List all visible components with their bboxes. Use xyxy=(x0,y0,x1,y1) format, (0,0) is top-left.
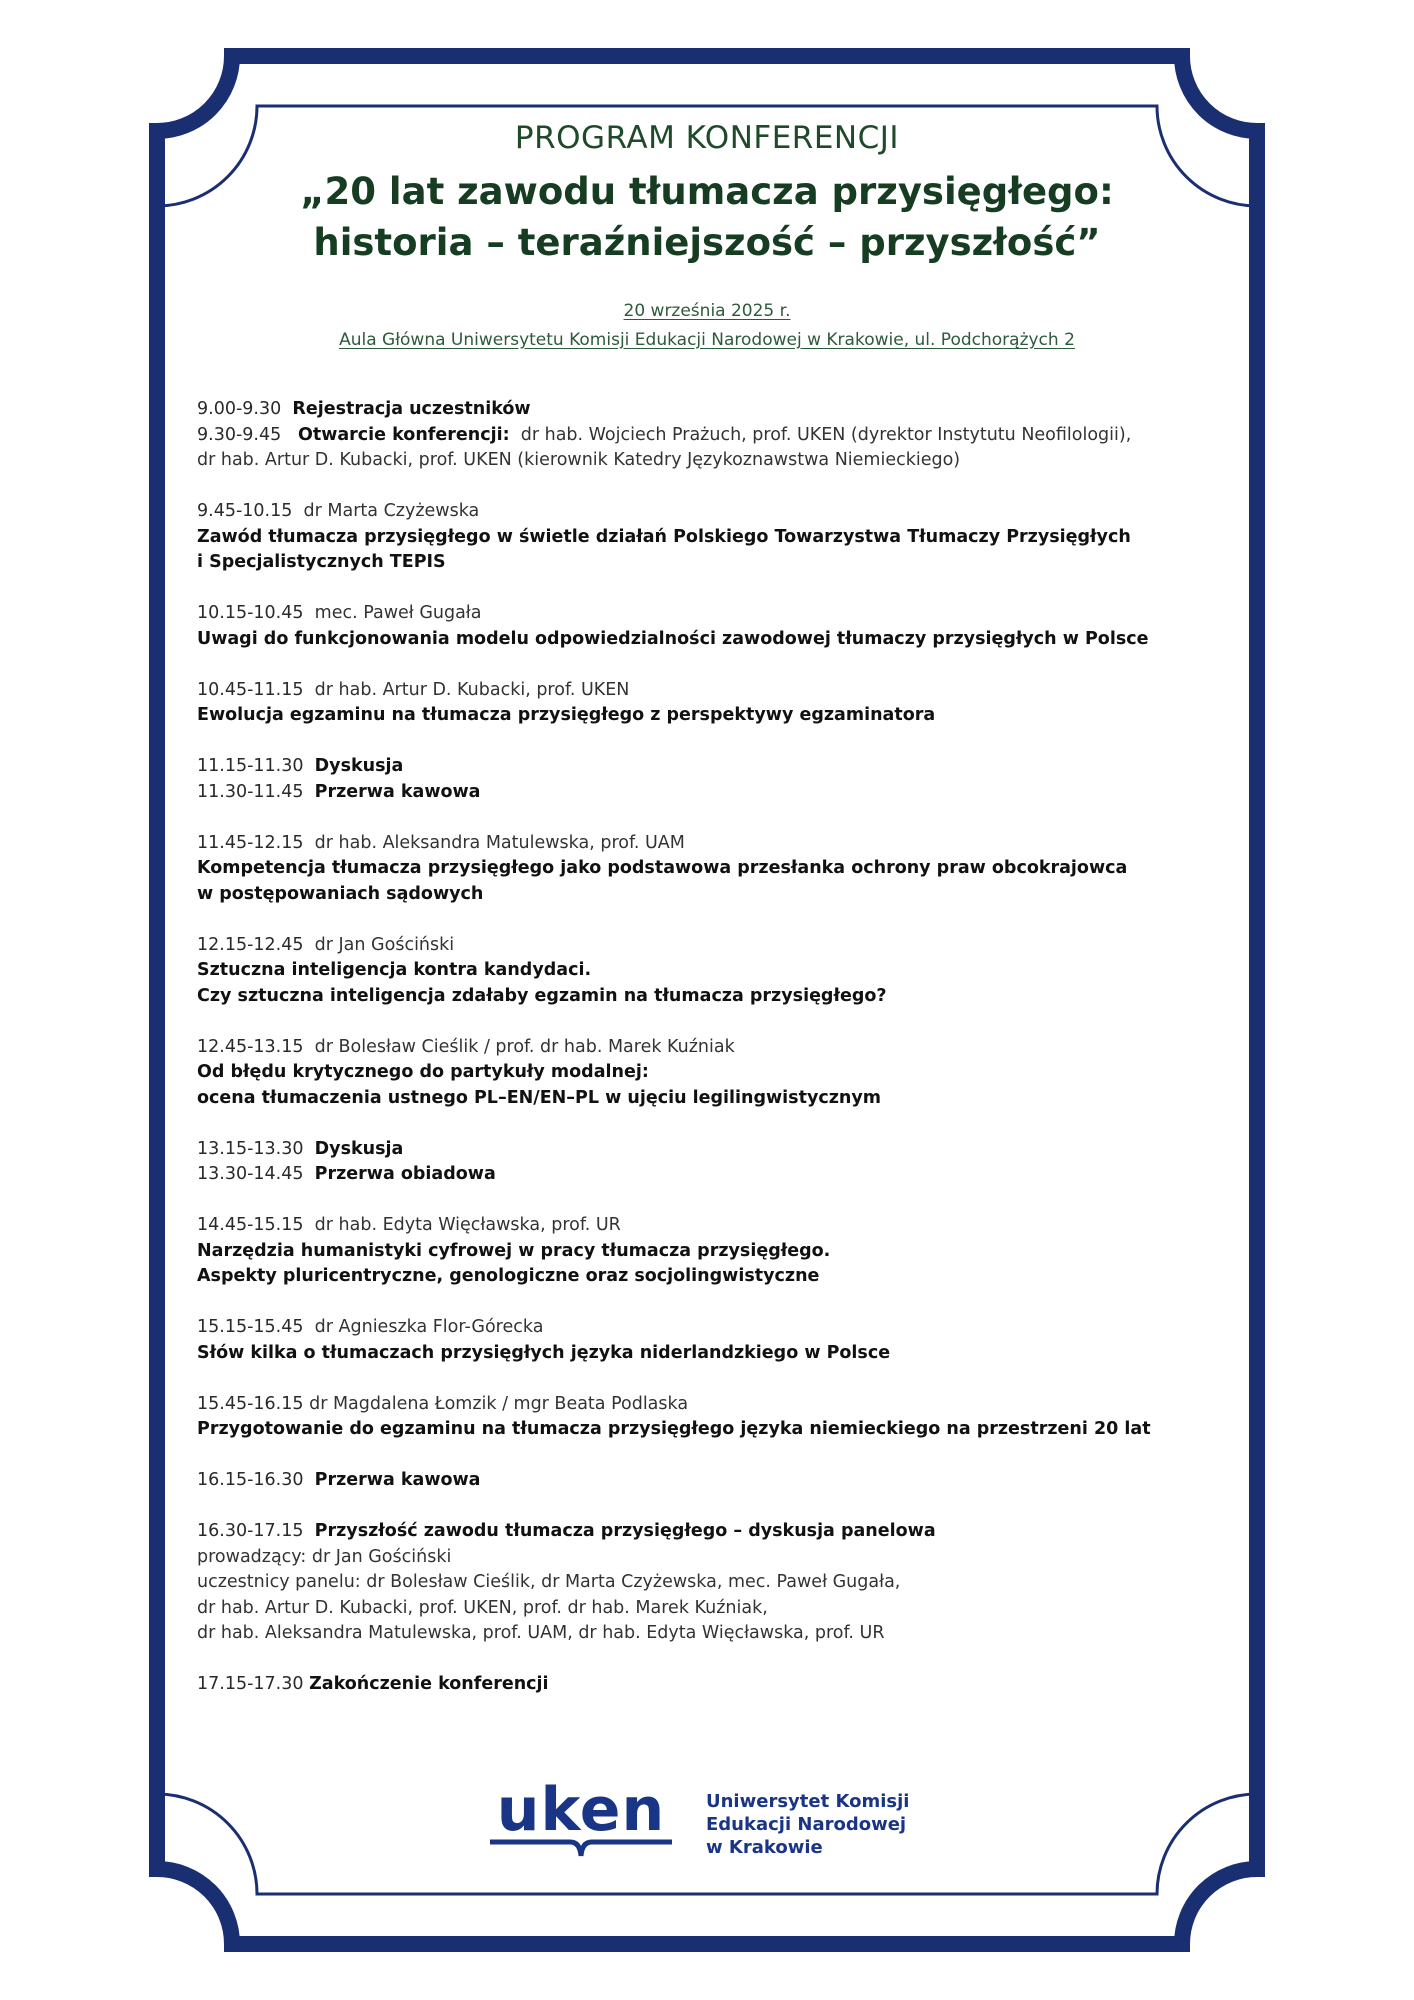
university-name-line1: Uniwersytet Komisji xyxy=(706,1791,910,1812)
entry-title: Ewolucja egzaminu na tłumacza przysięgłego z perspektywy egzaminatora xyxy=(197,705,936,725)
entry-title: Rejestracja uczestników xyxy=(292,399,531,419)
program-entry-lecture xyxy=(197,1035,1237,1112)
panel-participants: uczestnicy panelu: dr Bolesław Cieślik, dr Marta Czyżewska, mec. Paweł Gugała, xyxy=(197,1572,901,1592)
entry-time: 12.15-12.45 xyxy=(197,934,304,955)
program-entry-lecture xyxy=(197,499,1237,576)
entry-speaker: dr Agnieszka Flor-Górecka xyxy=(314,1317,544,1337)
entry-time: 16.30-17.15 xyxy=(197,1521,304,1541)
uken-logo-mark xyxy=(488,1780,674,1870)
entry-time: 9.00-9.30 xyxy=(197,399,282,419)
program-entry-lecture xyxy=(197,1315,1237,1366)
entry-time: 15.45-16.15 xyxy=(197,1393,304,1414)
entry-title: Czy sztuczna inteligencja zdałaby egzamin na tłumacza przysięgłego? xyxy=(197,985,887,1006)
program-entry-lecture xyxy=(197,933,1237,1010)
program-label: PROGRAM KONFERENCJI xyxy=(514,120,900,156)
entry-title: Przyszłość zawodu tłumacza przysięgłego – dyskusja panelowa xyxy=(314,1521,936,1541)
entry-speaker: dr Magdalena Łomzik / mgr Beata Podlaska xyxy=(309,1393,689,1414)
university-name-line3: w Krakowie xyxy=(706,1837,823,1858)
program-entry-lunch-break xyxy=(197,1162,1237,1188)
entry-speaker: dr hab. Artur D. Kubacki, prof. UKEN xyxy=(314,679,630,700)
entry-speaker: dr hab. Wojciech Prażuch, prof. UKEN (dyrektor Instytutu Neofilologii), xyxy=(520,424,1132,445)
entry-speaker: dr Bolesław Cieślik / prof. dr hab. Marek Kuźniak xyxy=(314,1036,735,1057)
entry-time: 10.15-10.45 xyxy=(197,603,304,623)
program-entry-lecture xyxy=(197,601,1237,652)
entry-title: Dyskusja xyxy=(314,1138,404,1159)
program-entry-lecture xyxy=(197,831,1237,908)
program-entry-registration xyxy=(197,397,1237,423)
entry-title: Aspekty pluricentryczne, genologiczne oraz socjolingwistyczne xyxy=(197,1266,820,1286)
entry-speaker: dr Marta Czyżewska xyxy=(303,501,480,521)
program-entry-panel xyxy=(197,1519,1237,1647)
program-entry-lecture xyxy=(197,1392,1237,1443)
entry-title: Zawód tłumacza przysięgłego w świetle działań Polskiego Towarzystwa Tłumaczy Przysięgłych xyxy=(197,526,1131,547)
program-list xyxy=(197,397,1237,1698)
program-entry-coffee-break xyxy=(197,1468,1237,1494)
entry-time: 10.45-11.15 xyxy=(197,679,304,700)
program-entry-lecture xyxy=(197,1213,1237,1290)
program-entry-discussion xyxy=(197,754,1237,780)
entry-title: Uwagi do funkcjonowania modelu odpowiedzialności zawodowej tłumaczy przysięgłych w Polsce xyxy=(197,628,1149,649)
panel-moderator: prowadzący: dr Jan Gościński xyxy=(197,1546,452,1567)
entry-time: 14.45-15.15 xyxy=(197,1215,304,1235)
event-meta xyxy=(0,297,1414,355)
entry-time: 13.30-14.45 xyxy=(197,1164,304,1184)
entry-title: Przerwa kawowa xyxy=(314,781,481,802)
program-entry-coffee-break xyxy=(197,780,1237,806)
entry-time: 11.15-11.30 xyxy=(197,756,304,776)
event-venue: Aula Główna Uniwersytetu Komisji Edukacji Narodowej w Krakowie, ul. Podchorążych 2 xyxy=(339,330,1075,350)
entry-title: Narzędzia humanistyki cyfrowej w pracy tłumacza przysięgłego. xyxy=(197,1240,831,1261)
program-entry-closing xyxy=(197,1672,1237,1698)
program-header xyxy=(0,118,1414,268)
program-entry-opening xyxy=(197,423,1237,474)
panel-participants: dr hab. Artur D. Kubacki, prof. UKEN, prof. dr hab. Marek Kuźniak, xyxy=(197,1597,768,1618)
entry-title: Przerwa obiadowa xyxy=(314,1164,496,1184)
entry-title: ocena tłumaczenia ustnego PL–EN/EN–PL w ujęciu legilingwistycznym xyxy=(197,1087,882,1108)
entry-title: Kompetencja tłumacza przysięgłego jako podstawowa przesłanka ochrony praw obcokrajowca xyxy=(197,858,1128,878)
university-name-line2: Edukacji Narodowej xyxy=(706,1814,907,1835)
entry-title: Przygotowanie do egzaminu na tłumacza przysięgłego języka niemieckiego na przestrzeni 20 lat xyxy=(197,1419,1151,1439)
university-logo xyxy=(488,1780,938,1870)
entry-time: 12.45-13.15 xyxy=(197,1036,304,1057)
entry-time: 11.30-11.45 xyxy=(197,781,304,802)
entry-time: 17.15-17.30 xyxy=(197,1674,304,1694)
entry-title: Od błędu krytycznego do partykuły modalnej: xyxy=(197,1062,649,1082)
uken-wordmark: uken xyxy=(496,1780,666,1845)
university-name xyxy=(706,1790,909,1859)
panel-participants: dr hab. Aleksandra Matulewska, prof. UAM, dr hab. Edyta Więcławska, prof. UR xyxy=(197,1623,885,1643)
entry-title: w postępowaniach sądowych xyxy=(197,883,484,904)
entry-time: 11.45-12.15 xyxy=(197,832,304,853)
entry-title: Dyskusja xyxy=(314,756,404,776)
entry-title: Przerwa kawowa xyxy=(314,1470,481,1490)
program-entry-lecture xyxy=(197,678,1237,729)
entry-title: i Specjalistycznych TEPIS xyxy=(197,552,446,572)
entry-speaker: dr hab. Aleksandra Matulewska, prof. UAM xyxy=(314,832,685,853)
event-date: 20 września 2025 r. xyxy=(623,301,791,321)
program-entry-discussion xyxy=(197,1137,1237,1163)
entry-title: Słów kilka o tłumaczach przysięgłych języka niderlandzkiego w Polsce xyxy=(197,1342,891,1363)
entry-time: 9.30-9.45 xyxy=(197,424,282,445)
entry-title: Otwarcie konferencji: xyxy=(297,424,510,445)
entry-time: 16.15-16.30 xyxy=(197,1470,304,1490)
entry-speaker: mec. Paweł Gugała xyxy=(314,603,482,623)
entry-speaker: dr hab. Artur D. Kubacki, prof. UKEN (kierownik Katedry Językoznawstwa Niemieckiego) xyxy=(197,450,961,470)
entry-time: 9.45-10.15 xyxy=(197,501,293,521)
entry-time: 13.15-13.30 xyxy=(197,1138,304,1159)
entry-speaker: dr Jan Gościński xyxy=(314,934,455,955)
conference-title-line1: „20 lat zawodu tłumacza przysięgłego: xyxy=(300,170,1114,213)
entry-title: Sztuczna inteligencja kontra kandydaci. xyxy=(197,960,592,980)
conference-title xyxy=(0,166,1414,268)
entry-speaker: dr hab. Edyta Więcławska, prof. UR xyxy=(314,1215,621,1235)
entry-time: 15.15-15.45 xyxy=(197,1317,304,1337)
entry-title: Zakończenie konferencji xyxy=(309,1674,549,1694)
conference-title-line2: historia – teraźniejszość – przyszłość” xyxy=(313,221,1101,264)
